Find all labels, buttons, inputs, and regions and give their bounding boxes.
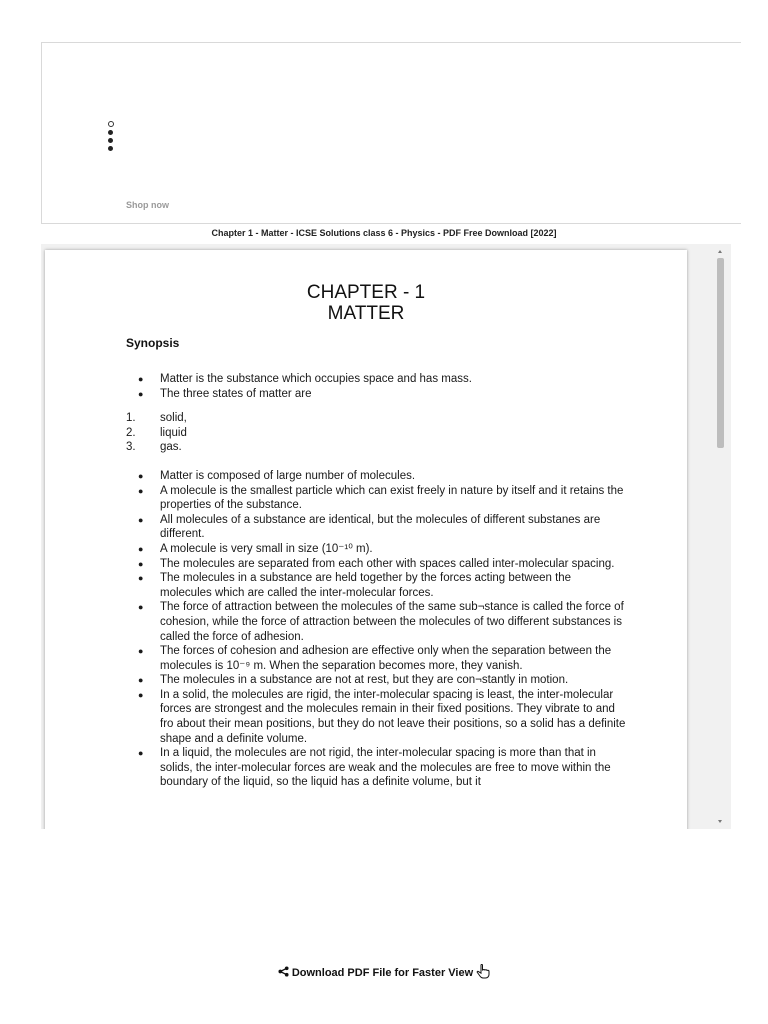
bullet-marker: ● xyxy=(138,374,144,384)
bullet-marker: ● xyxy=(138,543,144,554)
item-text: gas. xyxy=(160,441,182,454)
bullet-text: The molecules in a substance are not at rest, but they are con¬stantly in motion. xyxy=(160,674,569,687)
bullet-text: The molecules in a substance are held together by the forces acting between the molecules which are called the inter-molecular forces. xyxy=(160,572,572,599)
page-content xyxy=(126,372,626,790)
bullet-marker: ● xyxy=(138,689,144,700)
bullet-text: The three states of matter are xyxy=(160,387,312,400)
item-number: 3. xyxy=(126,441,136,454)
bullet-text: The forces of cohesion and adhesion are effective only when the separation between the molecules is 10⁻⁹ m. When the separation becomes more, they vanish. xyxy=(160,645,612,672)
bullet-item xyxy=(126,387,626,402)
bullet-marker: ● xyxy=(138,388,144,399)
pdf-page xyxy=(45,250,687,829)
bullet-item xyxy=(126,673,626,688)
bullet-text: In a liquid, the molecules are not rigid, the inter-molecular spacing is more than that in solids, the inter-molecular forces are weak and the molecules are free to move within the boundary of the liquid, so the liquid has a definite volume, but it xyxy=(160,747,611,789)
bullet-item xyxy=(126,644,626,673)
bullet-marker: ● xyxy=(138,558,144,569)
vertical-scrollbar[interactable] xyxy=(714,244,726,829)
pdf-viewer[interactable] xyxy=(41,244,731,829)
pointing-hand-icon xyxy=(476,964,490,982)
shop-now-link[interactable]: Shop now xyxy=(126,200,169,210)
bullet-marker: ● xyxy=(138,646,144,657)
bullet-item xyxy=(126,688,626,746)
scroll-down-arrow-icon[interactable] xyxy=(718,820,722,823)
chapter-number: CHAPTER - 1 xyxy=(306,282,426,303)
bullet-marker: ● xyxy=(138,485,144,496)
numbered-item xyxy=(126,426,626,441)
chapter-heading xyxy=(45,282,687,324)
bullet-marker: ● xyxy=(138,748,144,759)
bullet-item xyxy=(126,600,626,644)
chapter-title: MATTER xyxy=(327,303,405,324)
share-icon xyxy=(278,966,289,980)
document-title: Chapter 1 - Matter - ICSE Solutions class 6 - Physics - PDF Free Download [2022] xyxy=(211,228,557,238)
bullet-item xyxy=(126,746,626,790)
bullet-item xyxy=(126,571,626,600)
bullet-marker: ● xyxy=(138,573,144,584)
bullet-text: In a solid, the molecules are rigid, the inter-molecular spacing is least, the inter-molecular forces are strongest and the molecules remain in their fixed positions. They vibrate to and fro about their mean positions, but they do not leave their positions, so a solid has a definite shape and a definite volume. xyxy=(160,688,626,745)
synopsis-heading: Synopsis xyxy=(126,336,180,350)
scroll-up-arrow-icon[interactable] xyxy=(718,250,722,253)
download-label: Download PDF File for Faster View xyxy=(291,967,474,979)
numbered-item xyxy=(126,411,626,426)
item-text: solid, xyxy=(160,412,187,425)
bullet-item xyxy=(126,484,626,513)
bullet-item xyxy=(126,542,626,557)
bullet-marker: ● xyxy=(138,514,144,525)
bullet-marker: ● xyxy=(138,675,144,686)
bullet-item xyxy=(126,557,626,572)
item-number: 2. xyxy=(126,426,136,439)
bullet-text: Matter is the substance which occupies space and has mass. xyxy=(160,373,472,385)
bullet-text: The force of attraction between the molecules of the same sub¬stance is called the force of cohesion, while the force of attraction between the molecules of two different substances is called the force of adhesion. xyxy=(160,601,624,643)
bullet-text: All molecules of a substance are identical, but the molecules of different substanes are different. xyxy=(160,513,601,541)
scroll-thumb[interactable] xyxy=(717,258,724,448)
item-text: liquid xyxy=(160,426,187,439)
bullet-text: A molecule is very small in size (10⁻¹⁰ m). xyxy=(160,542,373,555)
bullet-marker: ● xyxy=(138,470,144,481)
bullet-marker: ● xyxy=(138,602,144,613)
bullet-text: Matter is composed of large number of molecules. xyxy=(160,469,416,482)
download-pdf-link[interactable] xyxy=(0,964,768,982)
more-vertical-icon[interactable] xyxy=(107,121,115,154)
bullet-item xyxy=(126,513,626,542)
bullet-text: A molecule is the smallest particle which can exist freely in nature by itself and it retains the properties of the substance. xyxy=(160,484,624,512)
bullet-item xyxy=(126,372,626,387)
bullet-item xyxy=(126,469,626,484)
item-number: 1. xyxy=(126,412,136,425)
numbered-item xyxy=(126,440,626,455)
ad-banner[interactable] xyxy=(41,42,741,224)
bullet-text: The molecules are separated from each other with spaces called inter-molecular spacing. xyxy=(160,557,615,570)
